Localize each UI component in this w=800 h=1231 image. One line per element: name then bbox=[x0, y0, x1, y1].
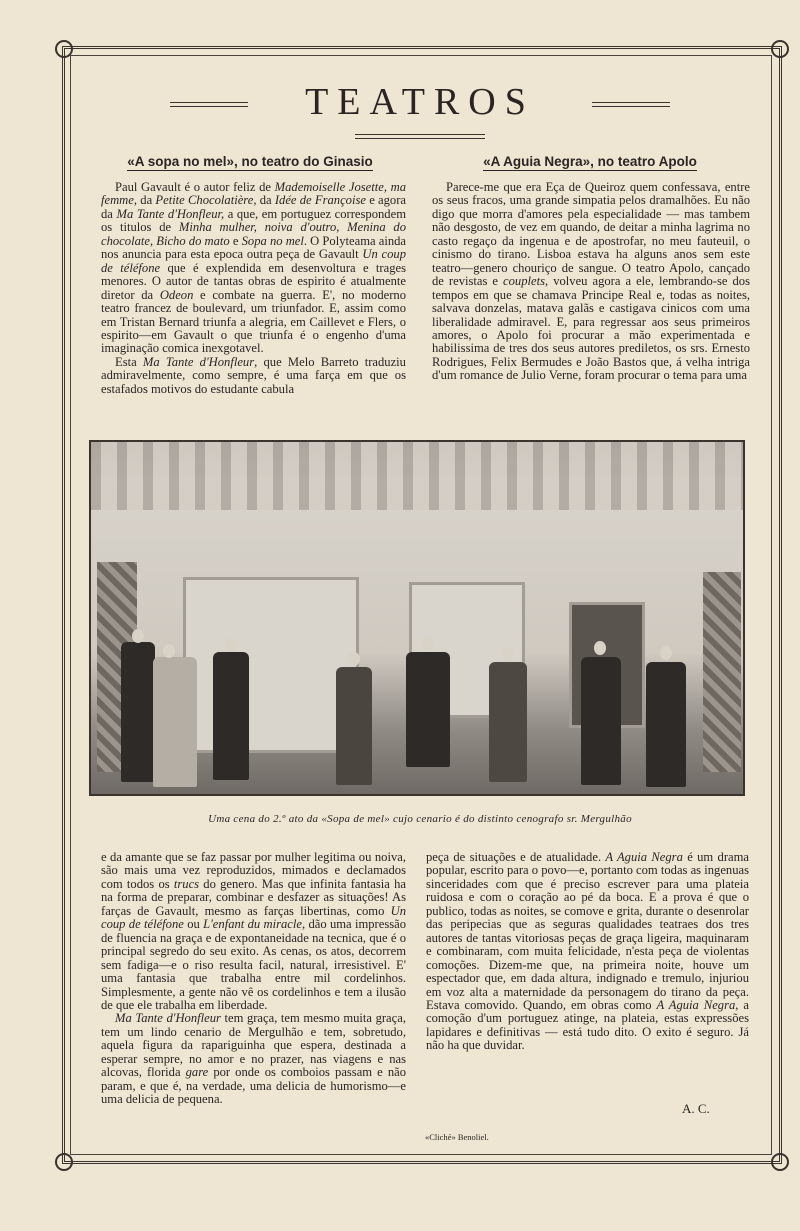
photo-credit: «Cliché» Benoliel. bbox=[425, 1132, 489, 1142]
italic-title: L'enfant du miracle, bbox=[203, 917, 306, 932]
italic-title: Ma Tante d'Honfleur, bbox=[116, 206, 225, 221]
italic-title: Petite Chocolatière bbox=[155, 193, 254, 208]
text-run: tem graça, tem mesmo muita graça, tem um lindo cenario de Mergulhão e tem, sobretudo, aquela figura da rapariguinha que espera, destinada a esperar sempre, no amor e no prazer, nas viagens e nas alcovas, florida bbox=[101, 1011, 406, 1080]
right-heading-text: «A Aguia Negra», no teatro Apolo bbox=[483, 154, 697, 169]
text-run: por onde os comboios passam e não param, e que é, na verdade, uma delicia de humorismo—e uma delicia de pequena. bbox=[101, 1065, 407, 1107]
paragraph bbox=[101, 356, 406, 396]
text-run: Paul Gavault é o autor feliz de bbox=[115, 180, 275, 194]
text-run: dão uma impressão de fluencia na graça e de expontaneidade na tecnica, que é o principal segredo do seu exito. As cenas, os atos, decorrem sem fadiga—e o riso resulta facil, natural, irresistivel. E' uma fantasia que trabalha entre mil cordelinhos. Simplesmente, a gente não vê os cordelinhos e tem a ilusão de que ele trabalha em liberdade. bbox=[101, 917, 407, 1012]
italic-title: Un coup de téléfone bbox=[101, 903, 406, 932]
text-run: e combate na guerra. E', no moderno teatro francez de boulevard, um triunfador. E, assim como em Tristan Bernard triunfa a alegria, em Caillevet e Flers, o espirito—em Gavault o que triunfa é o engenho d'uma imaginação comica inexgotavel. bbox=[101, 287, 407, 356]
paragraph bbox=[432, 181, 750, 383]
text-run: a que, em portuguez correspondem os titulos de bbox=[101, 206, 406, 235]
italic-title: gare bbox=[185, 1065, 209, 1080]
italic-title: couplets bbox=[503, 274, 546, 289]
italic-title: A Aguia Negra bbox=[656, 997, 736, 1012]
italic-title: Ma Tante d'Honfleur bbox=[115, 1011, 221, 1026]
left-heading-text: «A sopa no mel», no teatro do Ginasio bbox=[127, 154, 373, 169]
text-run: do genero. Mas que infinita fantasia ha na forma de preparar, combinar e desfazer as situações! As farças de Gavault, mesmo as farças libertinas, como bbox=[101, 876, 406, 918]
text-run: , da bbox=[253, 193, 275, 208]
text-run: . O Polyteama ainda nos anuncia para esta epoca outra peça de Gavault bbox=[101, 233, 406, 262]
text-run: ou bbox=[183, 917, 204, 932]
corner-ornament bbox=[55, 1153, 73, 1171]
right-article-heading bbox=[425, 154, 755, 169]
paragraph bbox=[101, 1012, 406, 1106]
text-run: Parece-me que era Eça de Queiroz quem confessava, entre os seus fracos, uma grande simpatia pelos dramalhões. Eu não digo que morra d'amores pela especialidade — mas tambem não desgosto, de vez em quando, de deitar a minha lagrima no casto regaço da ingenua e de apostrofar, no meu fauteuil, o cinismo do tirano. Lisboa estava ha alguns anos sem este teatro—genero chouriço de sangue. O teatro Apolo, cançado de revistas e bbox=[432, 180, 750, 289]
text-run: Esta bbox=[115, 354, 143, 369]
italic-title: Un coup de téléfone bbox=[101, 247, 406, 275]
stage-scene-photo bbox=[89, 440, 745, 796]
text-run: e da amante que se faz passar por mulher legitima ou noiva, são mais uma vez reproduzidos, mimados e declamados com todos os bbox=[101, 850, 406, 891]
italic-title: trucs bbox=[173, 876, 200, 891]
text-run: da bbox=[137, 193, 156, 208]
corner-ornament bbox=[771, 40, 789, 58]
section-title-block bbox=[170, 80, 670, 124]
text-run: peça de situações e de atualidade. bbox=[426, 850, 606, 864]
italic-title: Sopa no mel bbox=[241, 233, 304, 248]
title-rule-left bbox=[170, 102, 248, 107]
text-run: , volveu agora a ele, lembrando-se dos tempos em que se chamava Principe Real e, todas as noites, salvava donzelas, matava galãs e castigava cinicos com uma liberalidade admiravel. E, para regressar aos seus primeiros amores, o Apolo foi procurar a mão experimentada e habilissima de tres dos seus autores prediletos, os srs. Ernesto Rodrigues, Felix Bermudes e João Bastos que, á velha intriga d'um romance de Julio Verne, foram procurar o tema para uma bbox=[432, 274, 750, 383]
text-run: , que Melo Barreto traduziu admiravelmente, como sempre, é uma farça em que os estafados motivos do estudante cabula bbox=[101, 354, 406, 396]
paragraph bbox=[101, 181, 406, 356]
italic-title: Mademoiselle Josette, ma femme, bbox=[101, 180, 406, 208]
right-article-top-column bbox=[432, 181, 750, 383]
italic-title: Odeon bbox=[159, 287, 194, 302]
text-run: é um drama popular, escrito para o povo—e, portanto com todas as ingenuas sinceridades com que é preciso escrever para uma plateia ruidosa e com o coração ao pé da boca. E a prova é que o publico, todas as noites, se comove e grita, durante o desenrolar das peripecias que as seguras qualidades teatraes dos tres autores de tantas vitoriosas peças de graça ligeira, maquinaram e combinaram, com muita felicidade, n'esta peça de violentas comoções. Dizem-me que, na primeira noite, houve um espectador que, em dada altura, indignado e tremulo, injuriou em voz alta a maternidade da personagem do tirano da peça. Estava comovido. Quando, em obras como bbox=[426, 850, 749, 1012]
text-run: e bbox=[229, 233, 242, 248]
author-signature: A. C. bbox=[682, 1101, 710, 1116]
italic-title: Minha mulher, noiva d'outro, Menina do chocolate, Bicho do mato bbox=[101, 220, 406, 248]
left-article-bottom-column bbox=[101, 851, 406, 1107]
text-run: que é explendida em desenvoltura e trages menores. O autor de tantas obras de espirito é atualmente diretor da bbox=[101, 260, 406, 302]
italic-title: Ma Tante d'Honfleur bbox=[142, 354, 255, 369]
section-title: TEATROS bbox=[305, 81, 535, 123]
paragraph bbox=[101, 851, 406, 1012]
title-underline bbox=[355, 134, 485, 139]
left-article-heading bbox=[90, 154, 410, 169]
right-article-bottom-column bbox=[426, 851, 749, 1053]
paragraph bbox=[426, 851, 749, 1053]
corner-ornament bbox=[771, 1153, 789, 1171]
italic-title: Idée de Françoise bbox=[274, 193, 366, 208]
text-run: , a comoção d'um portuguez atinge, na plateia, estas expressões lapidares e definitivas — está tudo dito. O exito é seguro. Já não ha que duvidar. bbox=[426, 997, 750, 1053]
text-run: e agora da bbox=[101, 193, 406, 221]
left-article-top-column bbox=[101, 181, 406, 396]
corner-ornament bbox=[55, 40, 73, 58]
title-rule-right bbox=[592, 102, 670, 107]
photo-caption: Uma cena do 2.º ato da «Sopa de mel» cujo cenario é do distinto cenografo sr. Mergulhão bbox=[208, 813, 632, 825]
italic-title: A Aguia Negra bbox=[605, 850, 683, 864]
